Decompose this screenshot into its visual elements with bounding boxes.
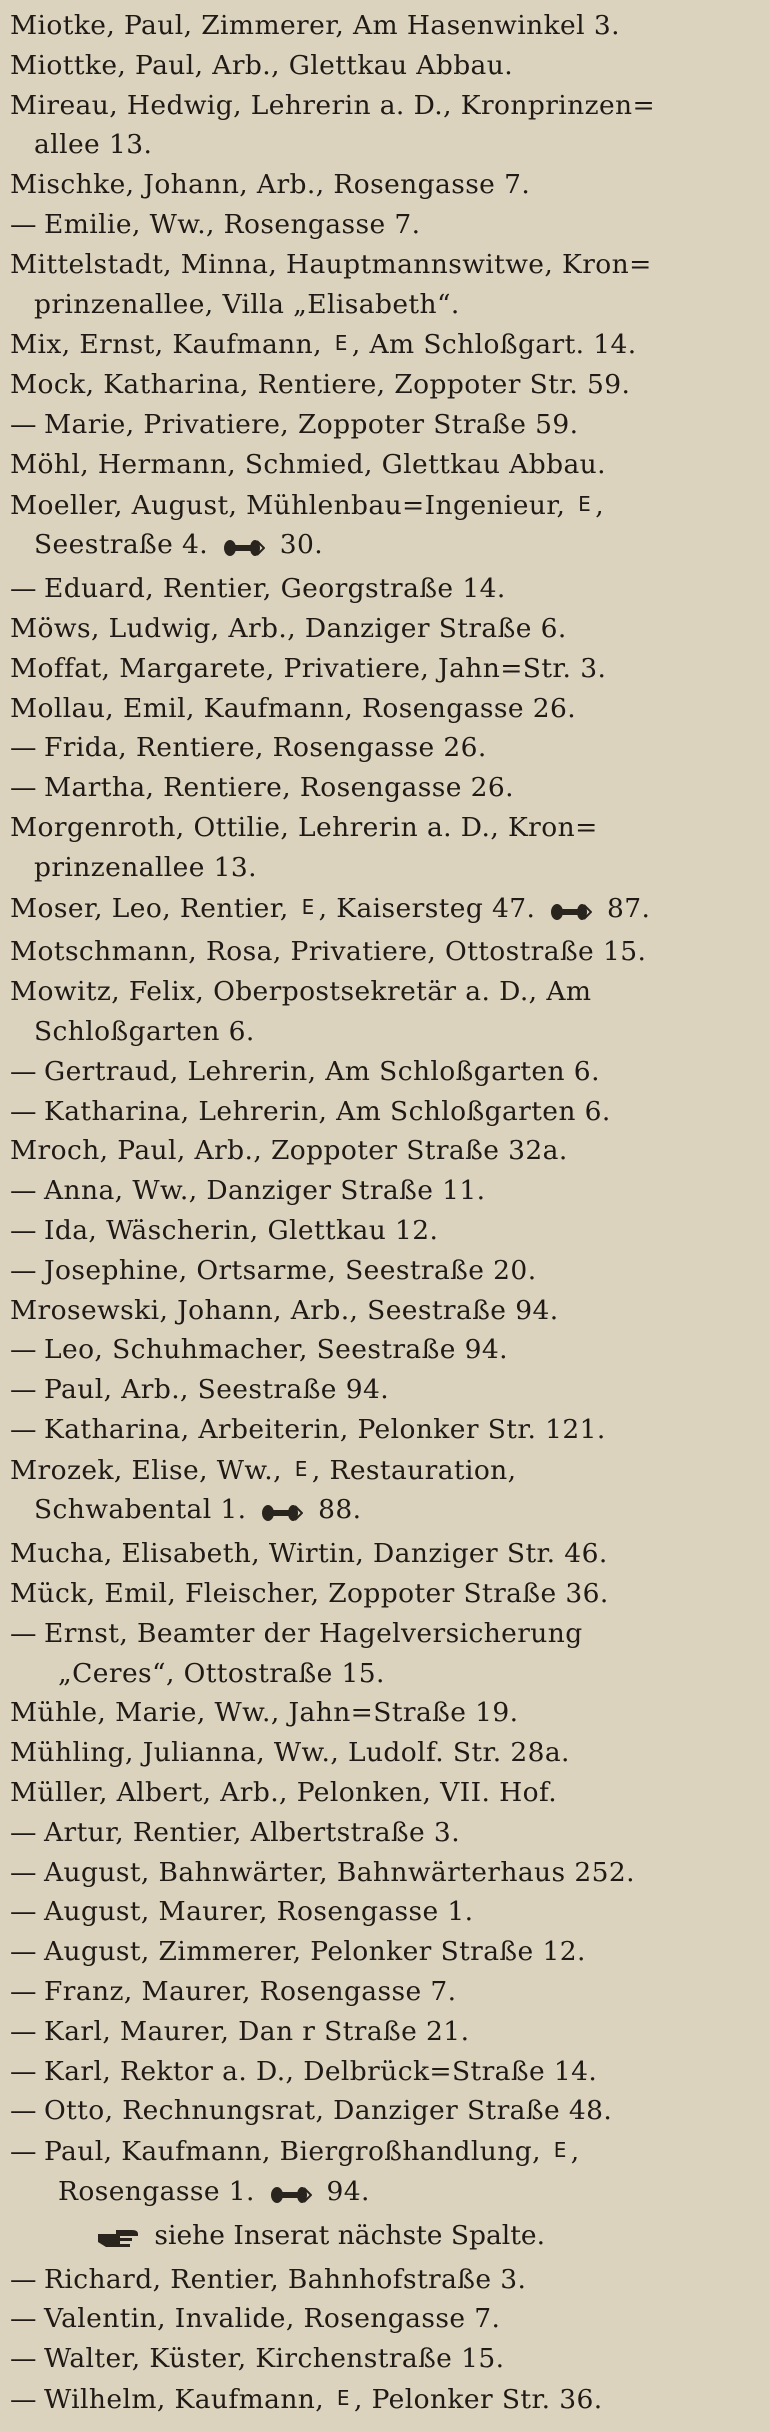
directory-entry xyxy=(10,1251,751,1291)
directory-entry xyxy=(10,1614,751,1694)
entry-continuation: Schloßgarten 6. xyxy=(34,1015,255,1047)
entry-text: — Katharina, Lehrerin, Am Schloßgarten 6. xyxy=(10,1096,611,1127)
telephone-receiver-icon xyxy=(261,1494,303,1534)
e-mark-symbol: E xyxy=(336,2386,350,2411)
entry-text: Moeller, August, Mühlenbau=Ingenieur, E , xyxy=(10,489,605,521)
entry-text: — Gertraud, Lehrerin, Am Schloßgarten 6. xyxy=(10,1056,600,1087)
repeat-dash: — xyxy=(10,1976,37,2008)
directory-entry xyxy=(10,569,751,609)
directory-entry xyxy=(10,165,751,205)
entry-text: — Eduard, Rentier, Georgstraße 14. xyxy=(10,573,506,604)
repeat-dash: — xyxy=(10,772,37,804)
directory-entry xyxy=(10,1813,751,1853)
e-mark-symbol: E xyxy=(294,1456,308,1481)
repeat-dash: — xyxy=(10,2263,37,2295)
repeat-dash: — xyxy=(10,2303,37,2335)
entry-text: Mischke, Johann, Arb., Rosengasse 7. xyxy=(10,169,531,201)
directory-entry xyxy=(10,1972,751,2012)
entry-text: Motschmann, Rosa, Privatiere, Ottostraße 15. xyxy=(10,936,647,968)
entry-text: Mrozek, Elise, Ww., E , Restauration, xyxy=(10,1454,517,1486)
entry-text: Morgenroth, Ottilie, Lehrerin a. D., Kron= xyxy=(10,811,598,843)
entry-text: Mühle, Marie, Ww., Jahn=Straße 19. xyxy=(10,1697,519,1729)
entry-text: Miotke, Paul, Zimmerer, Am Hasenwinkel 3. xyxy=(10,10,620,41)
entry-text: — Emilie, Ww., Rosengasse 7. xyxy=(10,209,420,240)
entry-text: — Karl, Maurer, Dan r Straße 21. xyxy=(10,2016,469,2047)
entry-text: — Otto, Rechnungsrat, Danziger Straße 48. xyxy=(10,2095,612,2126)
directory-entry xyxy=(10,445,751,485)
directory-entry xyxy=(10,485,751,570)
entry-continuation: prinzenallee 13. xyxy=(34,851,257,883)
directory-entry xyxy=(10,405,751,445)
directory-entry xyxy=(10,2260,751,2300)
repeat-dash: — xyxy=(10,1856,37,1888)
directory-entry xyxy=(10,86,751,166)
entry-text: — Anna, Ww., Danziger Straße 11. xyxy=(10,1175,485,1206)
repeat-dash: — xyxy=(10,2384,37,2416)
repeat-dash: — xyxy=(10,2343,37,2375)
directory-entry xyxy=(10,1450,751,1535)
entry-text: — Frida, Rentiere, Rosengasse 26. xyxy=(10,732,487,763)
repeat-dash: — xyxy=(10,2055,37,2087)
repeat-dash: — xyxy=(10,1334,37,1366)
entry-text: siehe Inserat nächste Spalte. xyxy=(90,2220,545,2251)
pointing-hand-icon xyxy=(96,2220,140,2260)
entry-text: — Artur, Rentier, Albertstraße 3. xyxy=(10,1817,460,1848)
entry-text: Mucha, Elisabeth, Wirtin, Danziger Str. 46. xyxy=(10,1538,608,1570)
directory-entry xyxy=(10,46,751,86)
repeat-dash: — xyxy=(10,1896,37,1928)
repeat-dash: — xyxy=(10,2095,37,2127)
entry-text: Mix, Ernst, Kaufmann, E , Am Schloßgart. 14. xyxy=(10,329,637,361)
directory-entry xyxy=(10,1370,751,1410)
repeat-dash: — xyxy=(10,1095,37,1127)
entry-text: — August, Bahnwärter, Bahnwärterhaus 252. xyxy=(10,1857,635,1888)
entry-text: — Paul, Arb., Seestraße 94. xyxy=(10,1374,389,1405)
entry-text: Möhl, Hermann, Schmied, Glettkau Abbau. xyxy=(10,448,606,480)
entry-text: — Karl, Rektor a. D., Delbrück=Straße 14. xyxy=(10,2056,597,2087)
directory-entry xyxy=(10,1171,751,1211)
directory-entry xyxy=(10,1410,751,1450)
entry-text: Moffat, Margarete, Privatiere, Jahn=Str. 3. xyxy=(10,652,607,684)
repeat-dash: — xyxy=(10,1055,37,1087)
entry-text: Miottke, Paul, Arb., Glettkau Abbau. xyxy=(10,49,514,81)
directory-entry xyxy=(10,1932,751,1972)
repeat-dash: — xyxy=(10,1617,37,1649)
entry-text: — Ernst, Beamter der Hagelversicherung xyxy=(10,1618,583,1649)
entry-text: — August, Zimmerer, Pelonker Straße 12. xyxy=(10,1936,586,1967)
directory-entry xyxy=(10,2379,751,2420)
entry-continuation: prinzenallee, Villa „Elisabeth“. xyxy=(34,288,460,320)
entry-text: — Franz, Maurer, Rosengasse 7. xyxy=(10,1976,457,2007)
entry-text: Mireau, Hedwig, Lehrerin a. D., Kronprinzen= xyxy=(10,89,656,121)
directory-entry xyxy=(10,649,751,689)
directory-entry xyxy=(10,1773,751,1813)
entry-text: — Ida, Wäscherin, Glettkau 12. xyxy=(10,1215,438,1246)
directory-entry xyxy=(10,1291,751,1331)
repeat-dash: — xyxy=(10,1936,37,1968)
directory-entry xyxy=(10,1131,751,1171)
directory-entry xyxy=(10,1693,751,1733)
entry-text: Mück, Emil, Fleischer, Zoppoter Straße 36. xyxy=(10,1578,609,1610)
repeat-dash: — xyxy=(10,1214,37,1246)
entry-text: — Marie, Privatiere, Zoppoter Straße 59. xyxy=(10,409,578,440)
directory-entry xyxy=(10,1534,751,1574)
directory-entry xyxy=(10,1330,751,1370)
repeat-dash: — xyxy=(10,1816,37,1848)
entry-text: — Paul, Kaufmann, Biergroßhandlung, E , xyxy=(10,2136,580,2167)
advertisement-note xyxy=(10,2216,751,2260)
entry-text: Müller, Albert, Arb., Pelonken, VII. Hof. xyxy=(10,1777,558,1809)
repeat-dash: — xyxy=(10,2015,37,2047)
entry-continuation: Seestraße 4. 30. xyxy=(10,525,751,569)
directory-entry xyxy=(10,245,751,325)
directory-entry xyxy=(10,2012,751,2052)
repeat-dash: — xyxy=(10,2136,37,2168)
directory-entry xyxy=(10,205,751,245)
repeat-dash: — xyxy=(10,1175,37,1207)
entry-text: — Walter, Küster, Kirchenstraße 15. xyxy=(10,2343,504,2374)
directory-entry xyxy=(10,2339,751,2379)
entry-text: — Valentin, Invalide, Rosengasse 7. xyxy=(10,2303,500,2334)
repeat-dash: — xyxy=(10,573,37,605)
entry-text: — Wilhelm, Kaufmann, E , Pelonker Str. 36. xyxy=(10,2384,603,2415)
directory-entry xyxy=(10,1211,751,1251)
directory-entry xyxy=(10,324,751,365)
repeat-dash: — xyxy=(10,1374,37,1406)
repeat-dash: — xyxy=(10,208,37,240)
directory-entry xyxy=(10,728,751,768)
directory-entry xyxy=(10,1574,751,1614)
directory-entry xyxy=(10,1052,751,1092)
entry-text: Mroch, Paul, Arb., Zoppoter Straße 32a. xyxy=(10,1135,568,1167)
entry-text: — August, Maurer, Rosengasse 1. xyxy=(10,1896,474,1927)
directory-entry xyxy=(10,972,751,1052)
repeat-dash: — xyxy=(10,1254,37,1286)
repeat-dash: — xyxy=(10,408,37,440)
directory-entry xyxy=(10,932,751,972)
directory-entry xyxy=(10,1892,751,1932)
directory-entry xyxy=(10,768,751,808)
repeat-dash: — xyxy=(10,732,37,764)
directory-entry xyxy=(10,6,751,46)
telephone-receiver-icon xyxy=(550,893,592,933)
entry-text: Moser, Leo, Rentier, E , Kaisersteg 47. 87. xyxy=(10,893,650,924)
directory-entry xyxy=(10,1092,751,1132)
entry-text: — Richard, Rentier, Bahnhofstraße 3. xyxy=(10,2264,526,2295)
entry-continuation: allee 13. xyxy=(34,129,153,161)
directory-entry xyxy=(10,2299,751,2339)
entry-continuation: Schwabental 1. 88. xyxy=(10,1490,751,1534)
entry-continuation: „Ceres“, Ottostraße 15. xyxy=(58,1657,385,1689)
directory-entry xyxy=(10,1733,751,1773)
directory-entry xyxy=(10,2131,751,2216)
directory-entry xyxy=(10,1853,751,1893)
telephone-receiver-icon xyxy=(223,529,265,569)
directory-entry xyxy=(10,609,751,649)
e-mark-symbol: E xyxy=(553,2138,567,2163)
entry-text: — Martha, Rentiere, Rosengasse 26. xyxy=(10,772,514,803)
directory-entry xyxy=(10,2091,751,2131)
directory-entry xyxy=(10,365,751,405)
directory-entry xyxy=(10,689,751,729)
directory-entry xyxy=(10,888,751,933)
directory-entry xyxy=(10,2052,751,2092)
entry-text: Mühling, Julianna, Ww., Ludolf. Str. 28a. xyxy=(10,1737,570,1769)
entry-text: Mrosewski, Johann, Arb., Seestraße 94. xyxy=(10,1294,559,1326)
entry-text: Mock, Katharina, Rentiere, Zoppoter Str. 59. xyxy=(10,369,631,401)
entry-text: — Leo, Schuhmacher, Seestraße 94. xyxy=(10,1334,508,1365)
entry-text: Möws, Ludwig, Arb., Danziger Straße 6. xyxy=(10,612,567,644)
entry-text: Mowitz, Felix, Oberpostsekretär a. D., Am xyxy=(10,976,592,1008)
e-mark-symbol: E xyxy=(334,331,348,356)
entry-text: Mittelstadt, Minna, Hauptmannswitwe, Kron= xyxy=(10,248,652,280)
entry-text: — Josephine, Ortsarme, Seestraße 20. xyxy=(10,1255,537,1286)
entry-text: Mollau, Emil, Kaufmann, Rosengasse 26. xyxy=(10,692,577,724)
repeat-dash: — xyxy=(10,1413,37,1445)
telephone-receiver-icon xyxy=(270,2176,312,2216)
e-mark-symbol: E xyxy=(301,894,315,919)
entry-continuation: Rosengasse 1. 94. xyxy=(10,2172,751,2216)
directory-entry xyxy=(10,808,751,888)
entry-text: — Katharina, Arbeiterin, Pelonker Str. 121. xyxy=(10,1414,606,1445)
e-mark-symbol: E xyxy=(578,491,592,516)
